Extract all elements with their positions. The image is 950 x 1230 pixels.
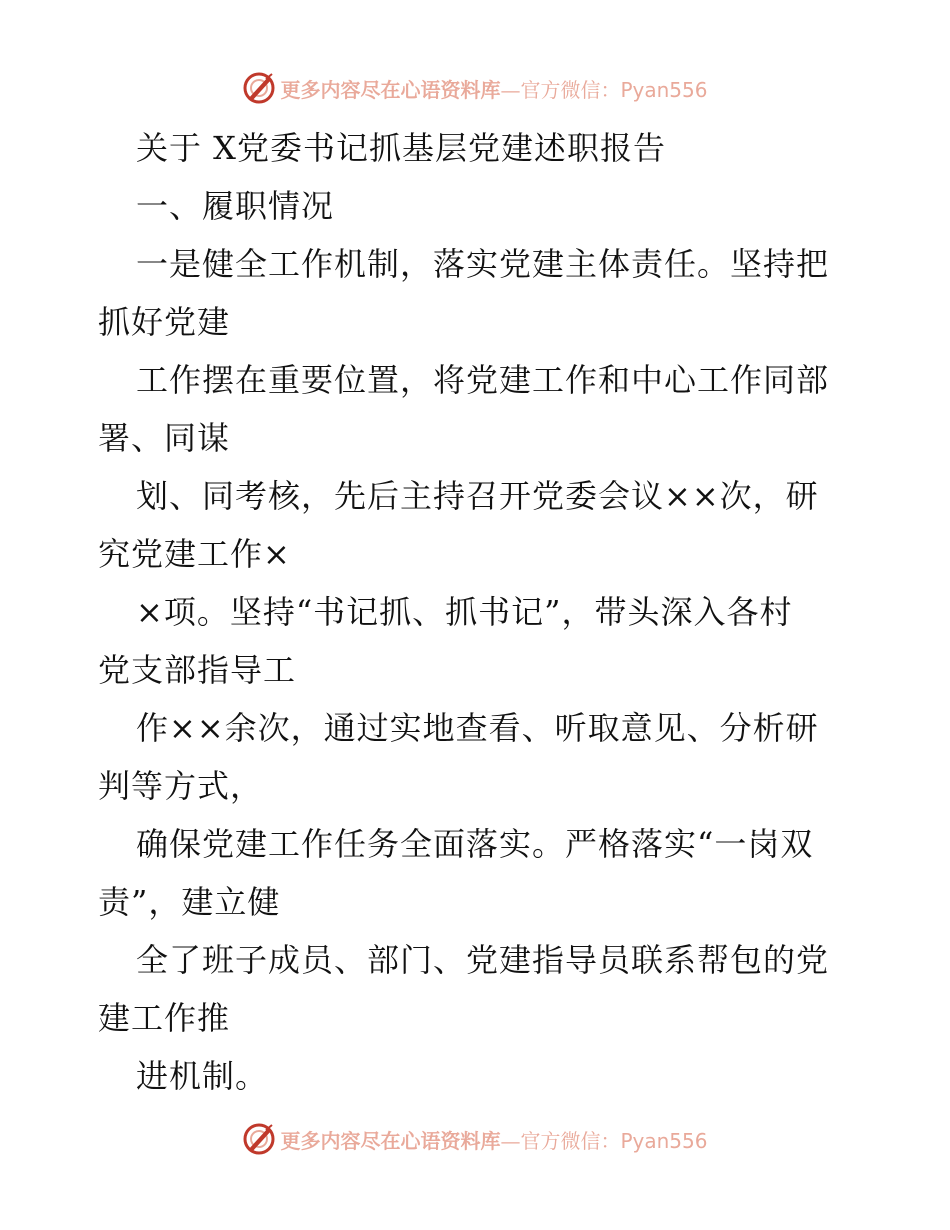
document-text-line: 确保党建工作任务全面落实。严格落实“一岗双 xyxy=(136,825,814,863)
document-title: 关于 X党委书记抓基层党建述职报告 xyxy=(136,129,666,167)
banner-text xyxy=(280,1125,707,1154)
banner-separator: — xyxy=(500,77,521,102)
banner-main-text: 更多内容尽在心语资料库 xyxy=(280,1128,501,1153)
banner-main-text: 更多内容尽在心语资料库 xyxy=(280,77,501,102)
document-text-line: 究党建工作× xyxy=(98,535,291,573)
banner-contact-text: 官方微信：Pyan556 xyxy=(520,77,708,102)
banner-text xyxy=(280,74,707,103)
document-text-line: 判等方式， xyxy=(98,767,264,805)
document-text-line: 抓好党建 xyxy=(98,303,231,341)
document-text-line: 全了班子成员、部门、党建指导员联系帮包的党 xyxy=(136,941,830,979)
document-text-line: 一是健全工作机制，落实党建主体责任。坚持把 xyxy=(136,245,830,283)
banner-separator: — xyxy=(500,1128,521,1153)
footer-banner xyxy=(0,1121,950,1157)
document-text-line: 划、同考核，先后主持召开党委会议××次，研 xyxy=(136,477,819,515)
document-text-line: 进机制。 xyxy=(136,1057,269,1095)
document-text-line: 署、同谋 xyxy=(98,419,231,457)
document-text-line: 作××余次，通过实地查看、听取意见、分析研 xyxy=(136,709,819,747)
header-banner xyxy=(0,70,950,106)
quill-logo-icon xyxy=(242,1122,276,1156)
document-text-line: 工作摆在重要位置，将党建工作和中心工作同部 xyxy=(136,361,830,399)
quill-logo-icon xyxy=(242,71,276,105)
document-text-line: 一、履职情况 xyxy=(136,187,335,225)
banner-contact-text: 官方微信：Pyan556 xyxy=(520,1128,708,1153)
document-text-line: ×项。坚持“书记抓、抓书记”，带头深入各村 xyxy=(136,593,793,631)
document-text-line: 建工作推 xyxy=(98,999,231,1037)
document-body xyxy=(98,119,858,1105)
document-text-line: 责”，建立健 xyxy=(98,883,281,921)
document-text-line: 党支部指导工 xyxy=(98,651,297,689)
